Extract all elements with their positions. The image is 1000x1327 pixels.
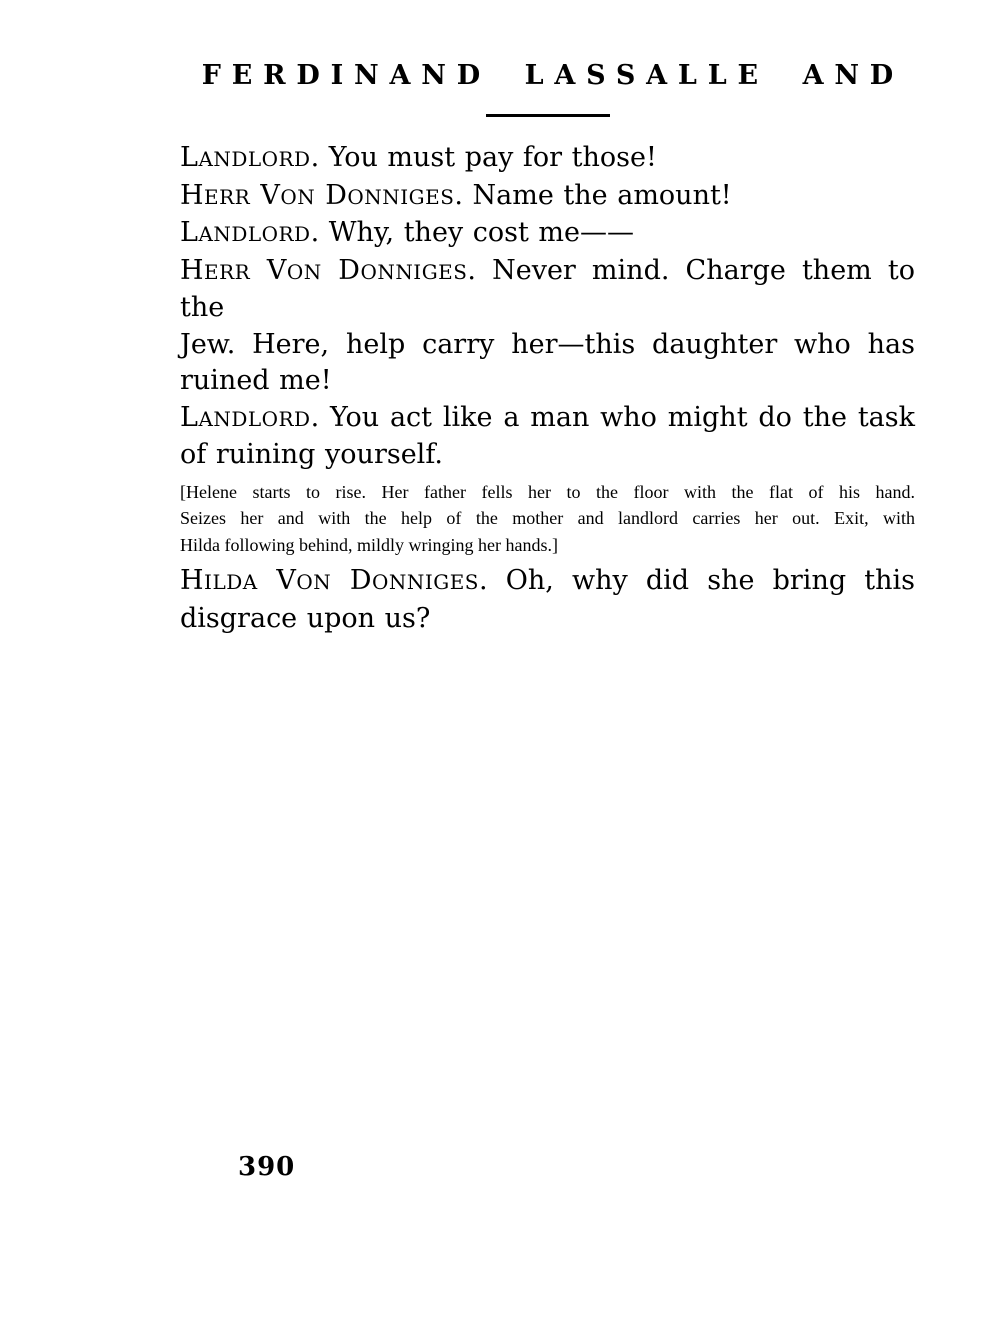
speaker-name: LANDLORD <box>180 217 311 248</box>
line-text: . You must pay for those! <box>310 142 657 173</box>
speaker-name: HERR VON DONNIGES <box>180 254 468 286</box>
speaker-name: LANDLORD <box>180 142 311 173</box>
header-rule <box>486 114 610 117</box>
dialogue-line <box>180 215 915 253</box>
line-text: . Never mind. Charge them to the <box>180 254 915 323</box>
stage-direction-line <box>180 479 915 506</box>
stage-direction-line <box>180 505 915 532</box>
line-text: . Name the amount! <box>454 179 732 211</box>
text-block <box>180 140 915 637</box>
speaker-name: LANDLORD <box>180 401 311 433</box>
line-text: Hilda following behind, mildly wringing her hands.] <box>180 534 558 555</box>
line-text: . You act like a man who might do the task <box>310 401 915 433</box>
dialogue-line <box>180 363 915 400</box>
dialogue-line <box>180 253 915 327</box>
dialogue-line <box>180 140 915 178</box>
stage-direction-line <box>180 532 915 559</box>
line-text: [Helene starts to rise. Her father fells her to the floor with the flat of his hand. <box>180 481 915 502</box>
speaker-name: HERR VON DONNIGES <box>180 179 455 211</box>
dialogue-line <box>180 327 915 364</box>
line-text: . Oh, why did she bring this <box>478 565 916 596</box>
line-text: of ruining yourself. <box>180 439 443 470</box>
speaker-name: HILDA VON DONNIGES <box>180 565 479 596</box>
page-number: 390 <box>238 1152 296 1182</box>
dialogue-line <box>180 563 915 601</box>
line-text: disgrace upon us? <box>180 602 431 634</box>
dialogue-line <box>180 437 915 474</box>
dialogue-line <box>180 601 915 638</box>
dialogue-line <box>180 178 915 216</box>
dialogue-line <box>180 400 915 438</box>
running-header: FERDINAND LASSALLE AND <box>201 60 905 91</box>
line-text: ruined me! <box>180 365 332 396</box>
line-text: . Why, they cost me—— <box>310 217 635 248</box>
line-text: Jew. Here, help carry her—this daughter who has <box>180 328 915 360</box>
line-text: Seizes her and with the help of the mother and landlord carries her out. Exit, with <box>180 508 915 528</box>
